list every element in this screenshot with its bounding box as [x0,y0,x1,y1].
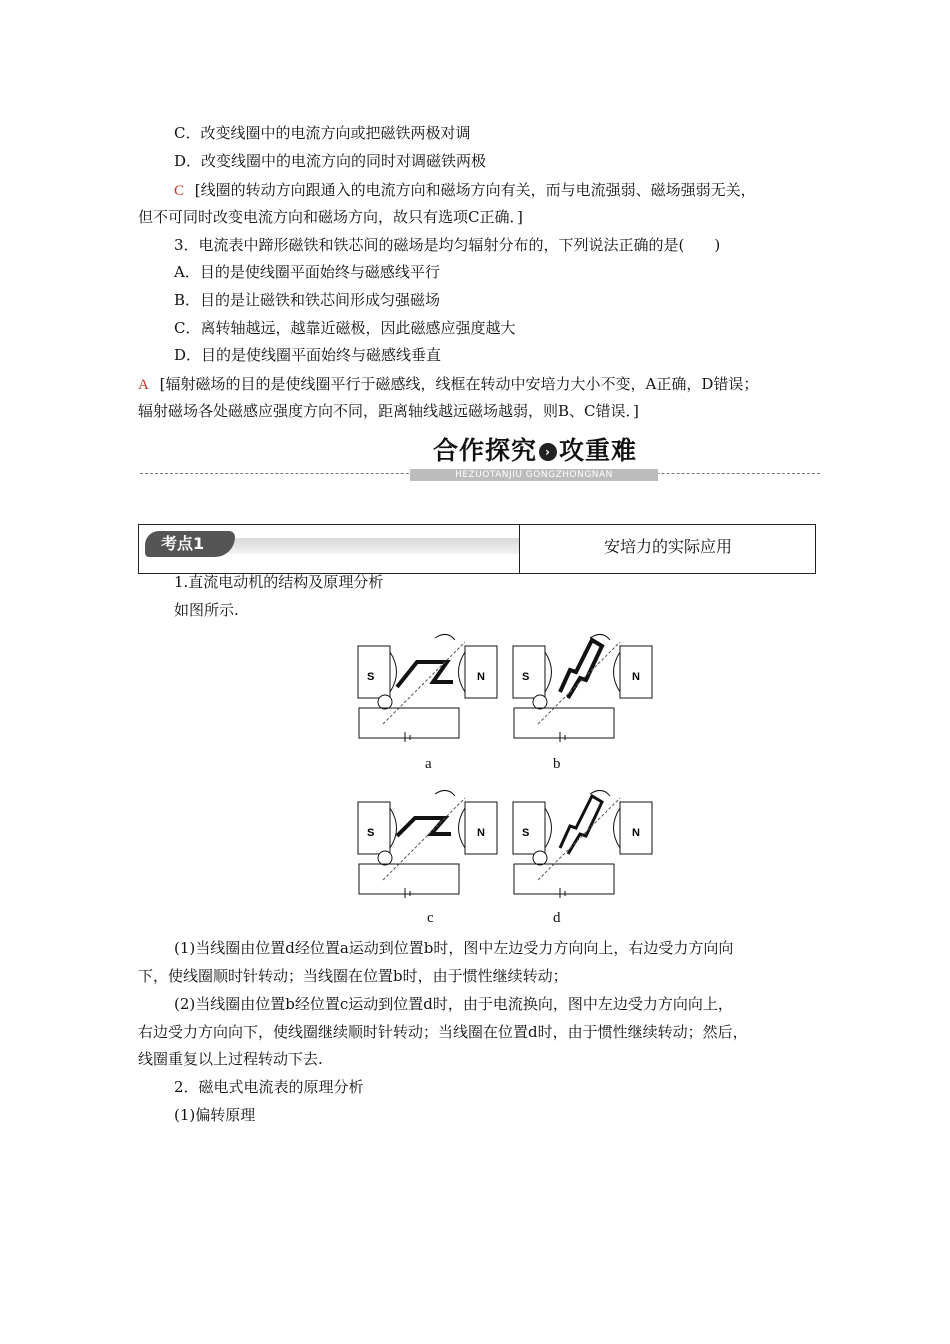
kaodian-label: 考点1 [161,534,205,553]
question-3: 3．电流表中蹄形磁铁和铁芯间的磁场是均匀辐射分布的，下列说法正确的是( ) [174,236,721,254]
paragraph-4-line-3: 线圈重复以上过程转动下去. [138,1050,323,1068]
figure-caption-a: a [425,756,432,772]
svg-text:N: N [477,671,485,683]
answer-2-line-1 [174,180,756,201]
answer-3-line-1 [138,374,758,395]
question-3-option-a: A．目的是使线圈平面始终与磁感线平行 [174,263,440,281]
answer-letter: A [138,377,149,393]
svg-text:S: S [522,827,530,839]
answer-letter: C [174,183,185,199]
svg-text:N: N [632,671,640,683]
paragraph-4-line-1: (2)当线圈由位置b经位置c运动到位置d时，由于电流换向，图中左边受力方向向上， [174,995,733,1013]
chevron-icon: › [539,443,557,461]
banner-title-part-1: 合作探究 [432,436,537,465]
kaodian-title: 安培力的实际应用 [603,537,732,556]
svg-text:N: N [477,827,485,839]
motor-figure-c [355,788,501,898]
question-3-option-c: C．离转轴越远，越靠近磁极，因此磁感应强度越大 [174,319,516,337]
paragraph-3-line-1: (1)当线圈由位置d经位置a运动到位置b时，图中左边受力方向向上，右边受力方向向 [174,939,734,957]
banner-title-part-2: 攻重难 [559,436,638,465]
banner-subtitle: HEZUOTANJIU GONGZHONGNAN [410,469,658,481]
svg-text:S: S [522,671,530,683]
figure-caption-c: c [427,910,434,926]
question-3-option-b: B．目的是让磁铁和铁芯间形成匀强磁场 [174,291,441,309]
paragraph-6: (1)偏转原理 [174,1106,256,1124]
banner-title [415,434,655,468]
option-c: C．改变线圈中的电流方向或把磁铁两极对调 [174,124,471,142]
motor-figure-b [510,632,656,742]
paragraph-2: 如图所示. [174,601,239,619]
paragraph-1: 1.直流电动机的结构及原理分析 [174,573,384,591]
kaodian-header [138,524,816,574]
kaodian-bar [223,538,519,554]
answer-3-line-2: 辐射磁场各处磁感应强度方向不同，距离轴线越远磁场越弱，则B、C错误．] [138,402,639,420]
question-3-option-d: D．目的是使线圈平面始终与磁感线垂直 [174,346,442,364]
answer-text: [辐射磁场的目的是使线圈平行于磁感线，线框在转动中安培力大小不变，A正确，D错误； [159,375,759,393]
motor-figure-a [355,632,501,742]
paragraph-5: 2．磁电式电流表的原理分析 [174,1078,364,1096]
figure-caption-d: d [553,910,561,926]
svg-text:N: N [632,827,640,839]
paragraph-4-line-2: 右边受力方向向下，使线圈继续顺时针转动；当线圈在位置d时，由于惯性继续转动；然后， [138,1023,748,1041]
figure-caption-b: b [553,756,561,772]
answer-2-line-2: 但不可同时改变电流方向和磁场方向，故只有选项C正确．] [138,208,523,226]
svg-text:S: S [367,827,375,839]
option-d: D．改变线圈中的电流方向的同时对调磁铁两极 [174,152,487,170]
kaodian-left [139,525,520,573]
svg-text:S: S [367,671,375,683]
motor-figure-d [510,788,656,898]
paragraph-3-line-2: 下，使线圈顺时针转动；当线圈在位置b时，由于惯性继续转动； [138,967,568,985]
section-banner [140,432,820,484]
answer-text: [线圈的转动方向跟通入的电流方向和磁场方向有关，而与电流强弱、磁场强弱无关， [194,181,756,199]
